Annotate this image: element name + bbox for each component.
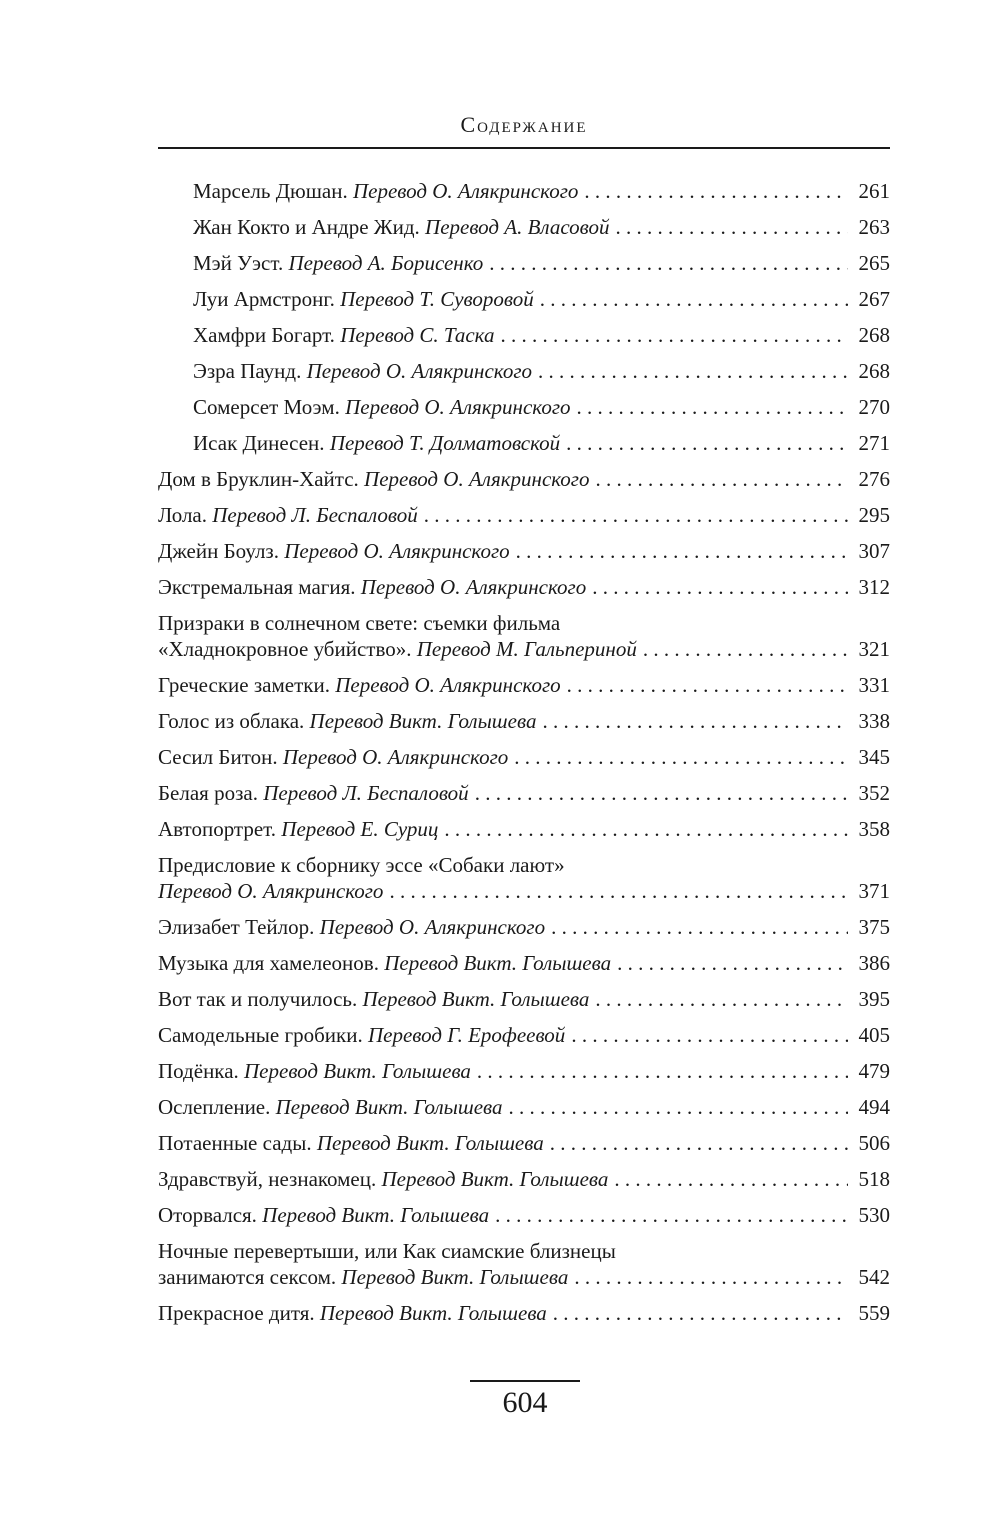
toc-entry-line xyxy=(158,1166,890,1192)
toc-entry-translator: Перевод Л. Беспаловой xyxy=(212,503,418,527)
running-header: Содержание xyxy=(460,112,588,137)
toc-entry-title: Сомерсет Моэм. xyxy=(193,395,346,419)
dot-leader xyxy=(553,1300,848,1326)
toc-entry xyxy=(158,610,890,662)
toc-entry-line xyxy=(158,636,890,662)
toc-entry-page: 494 xyxy=(858,1095,890,1119)
toc-entry-text xyxy=(158,950,611,976)
dot-leader xyxy=(500,322,848,348)
toc-entry-title: Белая роза. xyxy=(158,781,264,805)
dot-leader xyxy=(595,466,848,492)
toc-entry-title: Ослепление. xyxy=(158,1095,276,1119)
toc-entry-text xyxy=(158,1166,608,1192)
toc-entry xyxy=(158,1058,890,1084)
dot-leader xyxy=(495,1202,848,1228)
toc-entry-translator: Перевод Викт. Голышева xyxy=(319,1301,547,1325)
toc-entry-translator: Перевод Викт. Голышева xyxy=(275,1095,503,1119)
dot-leader xyxy=(595,986,848,1012)
toc-entry-page: 267 xyxy=(858,287,890,311)
toc-entry-translator: Перевод Викт. Голышева xyxy=(262,1203,490,1227)
toc-entry-translator: Перевод Викт. Голышева xyxy=(244,1059,471,1083)
toc-entry-translator: Перевод О. Алякринского xyxy=(352,179,579,203)
toc-entry-page: 276 xyxy=(858,467,890,491)
toc-entry-line xyxy=(158,574,890,600)
toc-entry-text xyxy=(158,708,536,734)
footer-rule xyxy=(470,1380,580,1382)
toc-entry-title: Мэй Уэст. xyxy=(193,251,289,275)
toc-entry-page: 371 xyxy=(858,879,890,903)
toc-entry xyxy=(158,816,890,842)
toc-entry-title: Потаенные сады. xyxy=(158,1131,317,1155)
toc-entry-page: 270 xyxy=(858,395,890,419)
toc-entry-page: 312 xyxy=(858,575,890,599)
toc-entry-page: 338 xyxy=(858,709,890,733)
toc-entry-title-line: Призраки в солнечном свете: съемки фильма xyxy=(158,611,561,635)
toc-entry-text xyxy=(158,1130,544,1156)
toc-entry-line xyxy=(158,780,890,806)
toc-entry xyxy=(158,574,890,600)
toc-entry-translator: Перевод Л. Беспаловой xyxy=(263,781,469,805)
toc-entry-line xyxy=(158,950,890,976)
toc-entry-line xyxy=(193,214,890,240)
toc-entry xyxy=(158,1202,890,1228)
toc-entry xyxy=(158,502,890,528)
toc-entry-translator: Перевод Т. Суворовой xyxy=(340,287,534,311)
toc-entry xyxy=(158,1300,890,1326)
toc-entry-translator: Перевод О. Алякринского xyxy=(158,879,384,903)
toc-entry-text xyxy=(193,358,532,384)
toc-entry xyxy=(158,358,890,384)
toc-entry-page: 375 xyxy=(858,915,890,939)
dot-leader xyxy=(617,950,848,976)
toc-entry xyxy=(158,286,890,312)
toc-entry-title: «Хладнокровное убийство». xyxy=(158,637,417,661)
toc-entry-translator: Перевод Викт. Голышева xyxy=(384,951,612,975)
toc-entry-text xyxy=(158,780,469,806)
toc-entry-page: 506 xyxy=(858,1131,890,1155)
toc-entry-translator: Перевод О. Алякринского xyxy=(282,745,509,769)
toc-entry-text xyxy=(193,394,571,420)
toc-entry-line xyxy=(158,672,890,698)
toc-entry-text xyxy=(158,816,438,842)
toc-entry-translator: Перевод А. Борисенко xyxy=(288,251,484,275)
toc-entry-text xyxy=(158,672,561,698)
dot-leader xyxy=(514,744,848,770)
toc-entry-page: 265 xyxy=(858,251,890,275)
toc-entry-line xyxy=(158,708,890,734)
toc-entry-line xyxy=(193,286,890,312)
dot-leader xyxy=(567,672,848,698)
dot-leader xyxy=(615,214,848,240)
toc-entry-page: 261 xyxy=(858,179,890,203)
page-number: 604 xyxy=(502,1386,548,1419)
dot-leader xyxy=(584,178,848,204)
toc-entry-line xyxy=(193,358,890,384)
toc-entry-translator: Перевод М. Гальпериной xyxy=(416,637,637,661)
dot-leader xyxy=(516,538,848,564)
toc-entry-text xyxy=(158,986,589,1012)
toc-entry-title: Вот так и получилось. xyxy=(158,987,363,1011)
toc-entry-title: Экстремальная магия. xyxy=(158,575,361,599)
toc-entry-translator: Перевод Викт. Голышева xyxy=(362,987,590,1011)
toc-entry-translator: Перевод О. Алякринского xyxy=(335,673,561,697)
dot-leader xyxy=(574,1264,848,1290)
toc-entry xyxy=(158,394,890,420)
toc-entry-title: Голос из облака. xyxy=(158,709,310,733)
toc-entry xyxy=(158,466,890,492)
toc-entry-line xyxy=(158,878,890,904)
toc-entry-page: 395 xyxy=(858,987,890,1011)
toc-entry-page: 307 xyxy=(858,539,890,563)
toc-entry-line xyxy=(158,1022,890,1048)
toc-entry xyxy=(158,178,890,204)
toc-entry-title: Лола. xyxy=(158,503,213,527)
toc-entry-title: Исак Динесен. xyxy=(193,431,330,455)
toc-entry xyxy=(158,708,890,734)
toc-entry-line xyxy=(158,466,890,492)
dot-leader xyxy=(550,1130,848,1156)
toc-entry-line xyxy=(158,1130,890,1156)
toc-entry-translator: Перевод Викт. Голышева xyxy=(316,1131,544,1155)
toc-entry-title: Автопортрет. xyxy=(158,817,282,841)
toc-entry-title: Хамфри Богарт. xyxy=(193,323,341,347)
dot-leader xyxy=(444,816,848,842)
toc-entry-page: 559 xyxy=(858,1301,890,1325)
toc-entry-line xyxy=(193,322,890,348)
toc-entry-title: занимаются сексом. xyxy=(158,1265,342,1289)
toc-entry-title: Греческие заметки. xyxy=(158,673,336,697)
toc-entry-translator: Перевод Е. Суриц xyxy=(281,817,439,841)
toc-entry xyxy=(158,744,890,770)
toc-entry-line xyxy=(158,1264,890,1290)
toc-entry-line xyxy=(158,816,890,842)
toc-entry-title: Дом в Бруклин-Хайтс. xyxy=(158,467,365,491)
toc-entry-title: Самодельные гробики. xyxy=(158,1023,368,1047)
toc-entry-translator: Перевод О. Алякринского xyxy=(345,395,571,419)
toc-entry xyxy=(158,1022,890,1048)
toc-entry-line xyxy=(193,394,890,420)
toc-entry-text xyxy=(193,214,609,240)
toc-entry-line xyxy=(158,1094,890,1120)
toc-entry-title: Музыка для хамелеонов. xyxy=(158,951,385,975)
toc-entry-page: 331 xyxy=(858,673,890,697)
toc-entry-line xyxy=(158,1300,890,1326)
dot-leader xyxy=(509,1094,848,1120)
dot-leader xyxy=(475,780,848,806)
toc-entry-translator: Перевод Т. Долматовской xyxy=(329,431,561,455)
dot-leader xyxy=(577,394,848,420)
toc-entry-line xyxy=(193,430,890,456)
toc-entry-text xyxy=(193,322,494,348)
toc-entry xyxy=(158,1094,890,1120)
toc-entry-title: Марсель Дюшан. xyxy=(193,179,353,203)
toc-entry-page: 542 xyxy=(858,1265,890,1289)
toc-entry-page: 321 xyxy=(858,637,890,661)
dot-leader xyxy=(538,358,848,384)
toc-entry-translator: Перевод О. Алякринского xyxy=(364,467,590,491)
toc-entry-page: 268 xyxy=(858,359,890,383)
toc-entry-translator: Перевод О. Алякринского xyxy=(306,359,533,383)
dot-leader xyxy=(592,574,848,600)
toc-entry-title: Сесил Битон. xyxy=(158,745,283,769)
toc-entry-text xyxy=(158,1300,547,1326)
toc-entry-text xyxy=(158,538,510,564)
toc-entry-text xyxy=(158,1022,565,1048)
toc-entry-title-line: Предисловие к сборнику эссе «Собаки лают» xyxy=(158,853,565,877)
toc-entry-line xyxy=(158,744,890,770)
toc-entry-page: 295 xyxy=(858,503,890,527)
toc-entry-text xyxy=(158,466,589,492)
toc-entry xyxy=(158,250,890,276)
toc-entry-translator: Перевод А. Власовой xyxy=(425,215,610,239)
toc-entry-line xyxy=(158,986,890,1012)
dot-leader xyxy=(540,286,848,312)
toc-entry-text xyxy=(193,250,483,276)
toc-entry-text xyxy=(158,502,418,528)
dot-leader xyxy=(571,1022,848,1048)
toc-entry-title: Эзра Паунд. xyxy=(193,359,307,383)
toc-entry-title: Оторвался. xyxy=(158,1203,263,1227)
toc-entry-page: 479 xyxy=(858,1059,890,1083)
toc-entry xyxy=(158,430,890,456)
toc-entry-text xyxy=(193,286,534,312)
toc-entry-line xyxy=(193,250,890,276)
toc-entry-text xyxy=(158,1264,568,1290)
toc-entry-text xyxy=(193,178,578,204)
header-rule xyxy=(158,147,890,149)
dot-leader xyxy=(477,1058,848,1084)
toc-entry-page: 358 xyxy=(858,817,890,841)
toc-entry-text xyxy=(158,744,508,770)
table-of-contents xyxy=(158,178,890,1336)
toc-entry-text xyxy=(158,1058,471,1084)
toc-entry-translator: Перевод О. Алякринского xyxy=(360,575,587,599)
dot-leader xyxy=(389,878,848,904)
toc-entry-title-line: Ночные перевертыши, или Как сиамские близнецы xyxy=(158,1239,616,1263)
dot-leader xyxy=(489,250,848,276)
toc-entry xyxy=(158,914,890,940)
toc-entry-text xyxy=(158,574,586,600)
toc-entry xyxy=(158,986,890,1012)
toc-entry xyxy=(158,1130,890,1156)
toc-entry-translator: Перевод С. Таска xyxy=(340,323,495,347)
toc-entry-title: Прекрасное дитя. xyxy=(158,1301,320,1325)
toc-entry xyxy=(158,322,890,348)
dot-leader xyxy=(551,914,848,940)
dot-leader xyxy=(566,430,848,456)
dot-leader xyxy=(542,708,848,734)
toc-entry-page: 518 xyxy=(858,1167,890,1191)
toc-entry xyxy=(158,672,890,698)
toc-entry-line xyxy=(158,914,890,940)
toc-entry-page: 352 xyxy=(858,781,890,805)
toc-entry-title: Джейн Боулз. xyxy=(158,539,285,563)
toc-entry xyxy=(158,1238,890,1290)
toc-entry-page: 405 xyxy=(858,1023,890,1047)
toc-entry-page: 345 xyxy=(858,745,890,769)
dot-leader xyxy=(424,502,848,528)
toc-entry-translator: Перевод О. Алякринского xyxy=(319,915,546,939)
toc-entry xyxy=(158,852,890,904)
toc-entry-translator: Перевод Викт. Голышева xyxy=(309,709,537,733)
toc-entry-translator: Перевод О. Алякринского xyxy=(284,539,510,563)
toc-entry-translator: Перевод Викт. Голышева xyxy=(381,1167,609,1191)
toc-entry-text xyxy=(158,636,637,662)
toc-entry-page: 386 xyxy=(858,951,890,975)
toc-entry xyxy=(158,538,890,564)
toc-entry-text xyxy=(158,878,383,904)
toc-entry xyxy=(158,214,890,240)
toc-entry-line xyxy=(158,1202,890,1228)
toc-entry-page: 268 xyxy=(858,323,890,347)
toc-entry-translator: Перевод Г. Ерофеевой xyxy=(367,1023,566,1047)
toc-entry-line xyxy=(193,178,890,204)
toc-entry-text xyxy=(158,1202,489,1228)
toc-entry-text xyxy=(158,914,545,940)
toc-entry-title: Луи Армстронг. xyxy=(193,287,341,311)
dot-leader xyxy=(643,636,848,662)
toc-entry-page: 271 xyxy=(858,431,890,455)
toc-entry xyxy=(158,780,890,806)
toc-entry-text xyxy=(158,1094,503,1120)
toc-entry-line xyxy=(158,1058,890,1084)
toc-entry-translator: Перевод Викт. Голышева xyxy=(341,1265,569,1289)
toc-entry-title: Элизабет Тейлор. xyxy=(158,915,320,939)
toc-entry xyxy=(158,950,890,976)
toc-entry-page: 263 xyxy=(858,215,890,239)
toc-entry-page: 530 xyxy=(858,1203,890,1227)
dot-leader xyxy=(614,1166,848,1192)
toc-entry-title: Подёнка. xyxy=(158,1059,245,1083)
toc-entry-line xyxy=(158,538,890,564)
toc-entry xyxy=(158,1166,890,1192)
toc-entry-line xyxy=(158,502,890,528)
toc-entry-title: Жан Кокто и Андре Жид. xyxy=(193,215,426,239)
toc-entry-text xyxy=(193,430,560,456)
toc-entry-title: Здравствуй, незнакомец. xyxy=(158,1167,382,1191)
